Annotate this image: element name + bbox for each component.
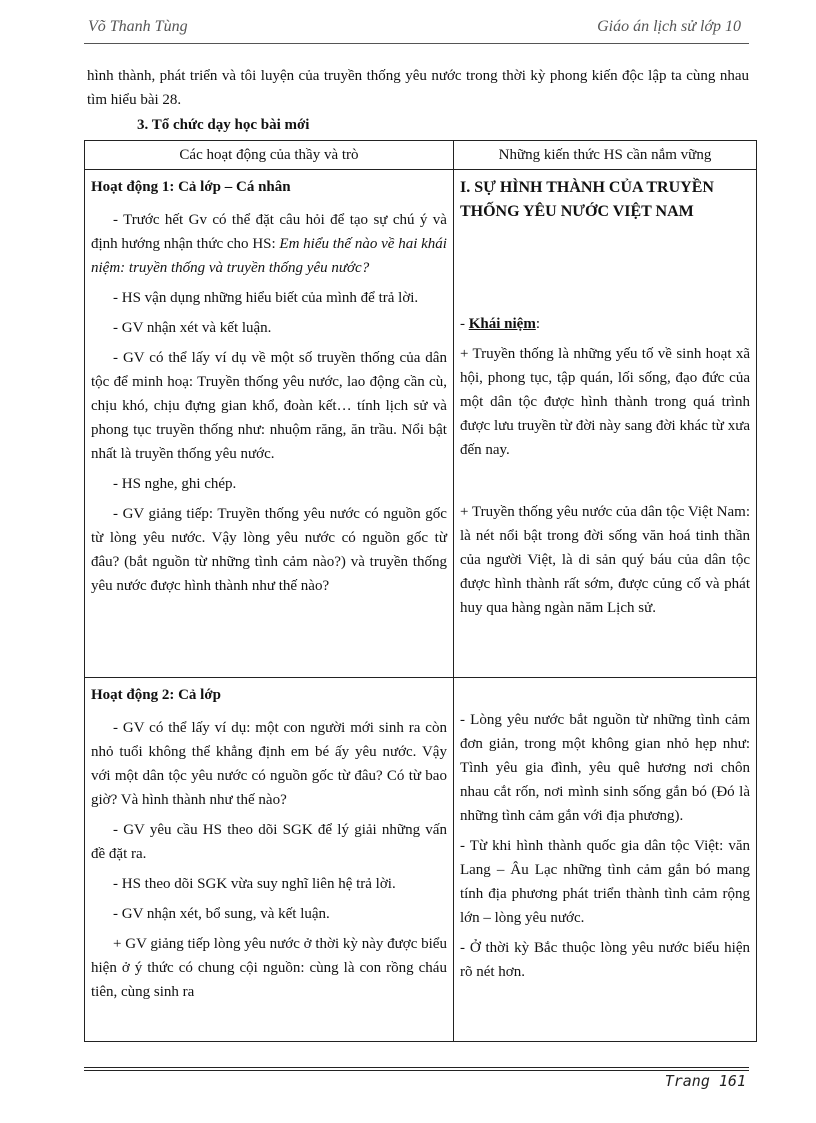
activity-paragraph: + GV giảng tiếp lòng yêu nước ở thời kỳ này được biểu hiện ở ý thức có chung cội nguồn: cùng là con rồng cháu tiên, cùng sinh ra xyxy=(91,936,447,1000)
concept-label: Khái niệm xyxy=(468,316,536,332)
column-header-knowledge: Những kiến thức HS cần nắm vững xyxy=(453,141,756,170)
activity-text: - Trước hết Gv có thể đặt câu hỏi để tạo sự chú ý và định hướng nhận thức cho HS: xyxy=(91,212,447,252)
knowledge-paragraph: - Từ khi hình thành quốc gia dân tộc Việt: văn Lang – Âu Lạc những tình cảm gắn bó mang tính địa phương phát triển thành tình cảm rộng lớn – lòng yêu nước. xyxy=(459,838,750,926)
header-author: Võ Thanh Tùng xyxy=(88,18,188,35)
activity-paragraph: - GV có thể lấy ví dụ về một số truyền thống của dân tộc để minh hoạ: Truyền thống yêu nước, lao động cần cù, chịu khó, chịu đựng gian khổ, đoàn kết… tính lịch sử và phong tục truyền thống như: nhuộm răng, ăn trầu. Nổi bật nhất là truyền thống yêu nước. xyxy=(91,350,447,462)
activity-paragraph: - HS theo dõi SGK vừa suy nghĩ liên hệ trả lời. xyxy=(113,876,396,892)
footer-divider xyxy=(84,1067,749,1068)
table-row xyxy=(85,170,757,678)
section-heading: 3. Tổ chức dạy học bài mới xyxy=(137,117,310,133)
lesson-table xyxy=(84,140,757,1042)
header-title: Giáo án lịch sử lớp 10 xyxy=(597,18,741,35)
header-divider xyxy=(84,43,749,44)
activity-paragraph: - GV có thể lấy ví dụ: một con người mới sinh ra còn nhỏ tuổi không thể khẳng định em bé ấy yêu nước. Vậy với một dân tộc yêu nước có nguồn gốc từ đâu? Có từ bao giờ? Và hình thành như thế nào? xyxy=(91,720,447,808)
table-row xyxy=(85,678,757,1042)
activity-paragraph: - GV yêu cầu HS theo dõi SGK để lý giải những vấn đề đặt ra. xyxy=(91,822,447,862)
page-number: Trang 161 xyxy=(664,1072,746,1090)
activity-paragraph xyxy=(91,208,447,280)
activity-question: Em hiểu thế nào về hai khái niệm: truyền thống và truyền thống yêu nước? xyxy=(91,236,447,276)
activity-paragraph: - GV giảng tiếp: Truyền thống yêu nước có nguồn gốc từ lòng yêu nước. Vậy lòng yêu nước có nguồn gốc từ đâu? (bắt nguồn từ những tình cảm nào?) và truyền thống yêu nước được hình thành như thế nào? xyxy=(91,506,447,594)
table-header-row xyxy=(85,141,757,170)
activity-title: Hoạt động 1: Cả lớp – Cá nhân xyxy=(91,179,291,195)
knowledge-paragraph: - Lòng yêu nước bắt nguồn từ những tình cảm đơn giản, trong một không gian nhỏ hẹp như: Tình yêu gia đình, yêu quê hương nơi chôn nhau cắt rốn, nơi mình sinh sống gắn bó (Đó là những tình cảm gắn với địa phương). xyxy=(459,712,750,824)
knowledge-cell xyxy=(453,678,756,1042)
activity-paragraph: - HS nghe, ghi chép. xyxy=(113,476,237,492)
knowledge-paragraph: - Ở thời kỳ Bắc thuộc lòng yêu nước biểu hiện rõ nét hơn. xyxy=(459,940,750,980)
activities-cell xyxy=(85,170,454,678)
activity-paragraph: - GV nhận xét và kết luận. xyxy=(113,320,272,336)
section-title: I. SỰ HÌNH THÀNH CỦA TRUYỀN THỐNG YÊU NƯỚC VIỆT NAM xyxy=(459,179,714,220)
knowledge-paragraph: + Truyền thống là những yếu tố về sinh hoạt xã hội, phong tục, tập quán, lối sống, đạo đức của một dân tộc được hình thành trong quá trình được lưu truyền từ đời này sang đời khác từ xưa đến nay. xyxy=(459,346,750,458)
intro-paragraph: hình thành, phát triển và tôi luyện của truyền thống yêu nước trong thời kỳ phong kiến độc lập ta cùng nhau tìm hiểu bài 28. xyxy=(87,68,749,108)
concept-colon: : xyxy=(535,316,540,332)
activity-paragraph: - GV nhận xét, bổ sung, và kết luận. xyxy=(113,906,330,922)
footer-divider xyxy=(84,1070,749,1071)
knowledge-paragraph: + Truyền thống yêu nước của dân tộc Việt Nam: là nét nổi bật trong đời sống văn hoá tinh thần của người Việt, là di sản quý báu của dân tộc được hình thành rất sớm, được củng cố và phát huy qua hàng ngàn năm Lịch sử. xyxy=(459,504,750,616)
concept-heading xyxy=(460,312,750,336)
activities-cell xyxy=(85,678,454,1042)
activity-title: Hoạt động 2: Cả lớp xyxy=(91,687,221,703)
page-header xyxy=(84,14,749,42)
activity-paragraph: - HS vận dụng những hiểu biết của mình để trả lời. xyxy=(113,290,419,306)
knowledge-cell xyxy=(453,170,756,678)
concept-prefix: - xyxy=(459,316,469,332)
column-header-activities: Các hoạt động của thầy và trò xyxy=(85,141,454,170)
